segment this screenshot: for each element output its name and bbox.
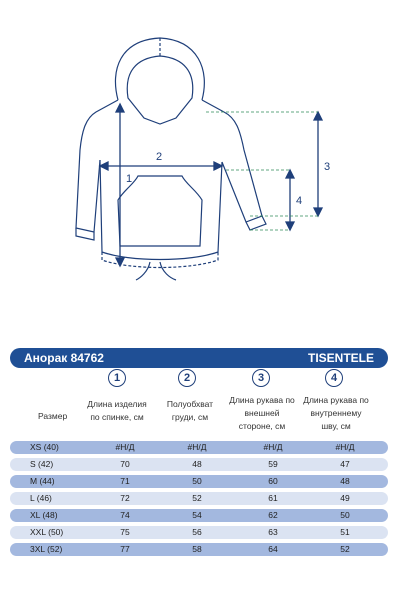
header-inner-sleeve: Длина рукава по внутреннему шву, см [303, 395, 369, 431]
body-right [202, 100, 262, 222]
hood-opening [127, 56, 193, 124]
cell-inner-sleeve: 48 [340, 476, 350, 486]
cell-chest: 58 [192, 544, 202, 554]
cell-chest: 50 [192, 476, 202, 486]
measure-label-2: 2 [156, 151, 163, 163]
table-row [10, 509, 388, 522]
cell-outer-sleeve: 63 [268, 527, 278, 537]
kangaroo-pocket [118, 176, 202, 246]
table-row [10, 526, 388, 539]
cell-size: 3XL (52) [30, 544, 63, 554]
cell-inner-sleeve: 47 [340, 459, 350, 469]
cell-size: S (42) [30, 459, 54, 469]
cell-size: XL (48) [30, 510, 58, 520]
brand-name: TISENTELE [307, 351, 374, 365]
table-row [10, 441, 388, 454]
cell-chest: 52 [192, 493, 202, 503]
measure-label-3: 3 [324, 161, 331, 173]
cell-size: L (46) [30, 493, 52, 503]
header-size: Размер [38, 411, 68, 421]
header-length: Длина изделия по спинке, см [87, 399, 147, 422]
column-number-1: 1 [108, 369, 126, 387]
cell-outer-sleeve: 64 [268, 544, 278, 554]
cell-chest: #Н/Д [187, 442, 207, 452]
header-outer-sleeve: Длина рукава по внешней стороне, см [229, 395, 295, 431]
cell-outer-sleeve: 61 [268, 493, 278, 503]
cell-length: 75 [120, 527, 130, 537]
table-row [10, 475, 388, 488]
product-name: Анорак 84762 [24, 351, 104, 365]
cell-inner-sleeve: #Н/Д [335, 442, 355, 452]
cell-inner-sleeve: 51 [340, 527, 350, 537]
cell-outer-sleeve: 62 [268, 510, 278, 520]
cell-length: 70 [120, 459, 130, 469]
cell-inner-sleeve: 52 [340, 544, 350, 554]
table-row [10, 458, 388, 471]
cell-outer-sleeve: 59 [268, 459, 278, 469]
cell-length: 77 [120, 544, 130, 554]
cell-chest: 54 [192, 510, 202, 520]
cell-outer-sleeve: 60 [268, 476, 278, 486]
column-number-4: 4 [325, 369, 343, 387]
table-row [10, 492, 388, 505]
cell-inner-sleeve: 50 [340, 510, 350, 520]
cell-inner-sleeve: 49 [340, 493, 350, 503]
column-number-2: 2 [178, 369, 196, 387]
cell-size: XS (40) [30, 442, 59, 452]
cell-size: M (44) [30, 476, 55, 486]
cell-length: 72 [120, 493, 130, 503]
cell-length: #Н/Д [115, 442, 135, 452]
cell-length: 74 [120, 510, 130, 520]
size-chart-title-bar [10, 348, 388, 368]
cell-chest: 48 [192, 459, 202, 469]
measure-label-1: 1 [126, 173, 133, 185]
cell-length: 71 [120, 476, 130, 486]
hood-outline [115, 38, 204, 100]
cell-chest: 56 [192, 527, 202, 537]
column-number-3: 3 [252, 369, 270, 387]
header-chest: Полуобхват груди, см [166, 399, 214, 422]
measure-label-4: 4 [296, 195, 303, 207]
cell-outer-sleeve: #Н/Д [263, 442, 283, 452]
table-row [10, 543, 388, 556]
cell-size: XXL (50) [30, 527, 64, 537]
